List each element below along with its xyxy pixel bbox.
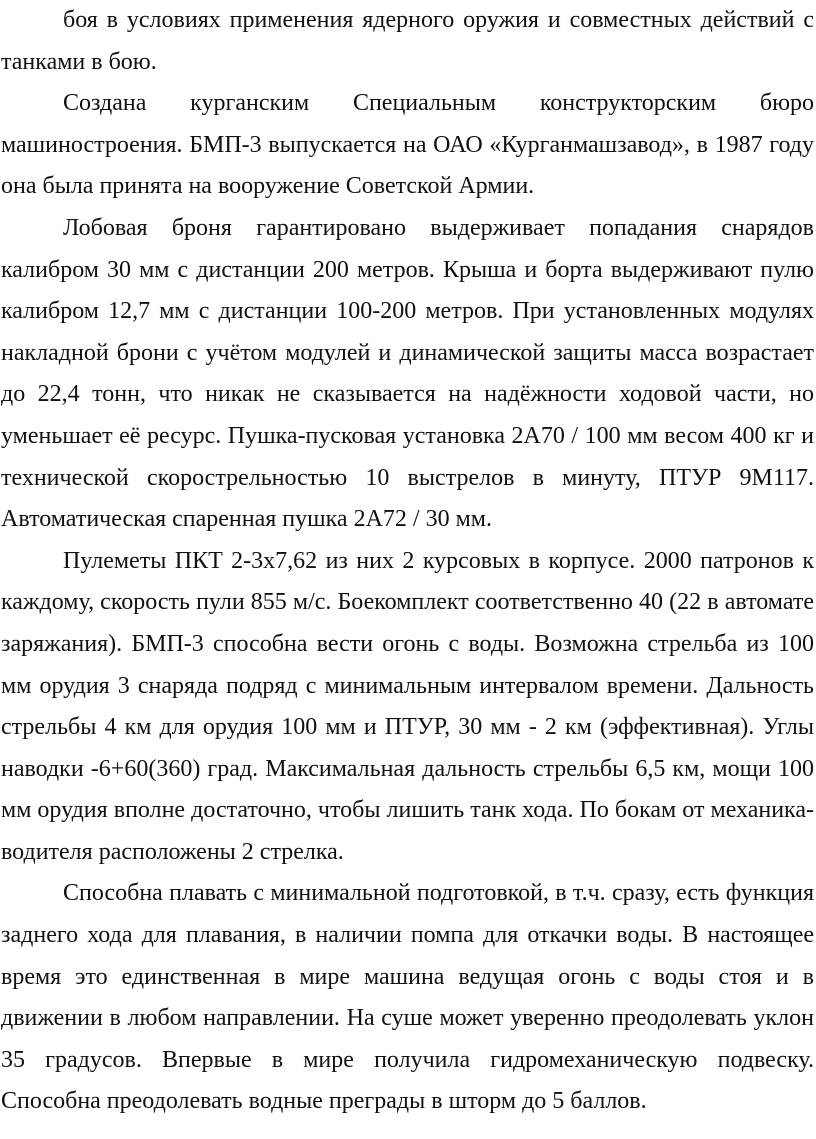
document-body xyxy=(1,0,814,1123)
paragraph-weapons: Пулеметы ПКТ 2-3х7,62 из них 2 курсовых в корпусе. 2000 патронов к каждому, скорость пули 855 м/с. Боекомплект соответственно 40 (22 в автомате заряжания). БМП-3 способна вести огонь с воды. Возможна стрельба из 100 мм орудия 3 снаряда подряд с минимальным интервалом времени. Дальность стрельбы 4 км для орудия 100 мм и ПТУР, 30 мм - 2 км (эффективная). Углы наводки -6+60(360) град. Максимальная дальность стрельбы 6,5 км, мощи 100 мм орудия вполне достаточно, чтобы лишить танк хода. По бокам от механика-водителя расположены 2 стрелка. xyxy=(1,547,814,865)
paragraph-origin: Создана курганским Специальным конструкторским бюро машиностроения. БМП-3 выпускается на ОАО «Курганмашзавод», в 1987 году она была принята на вооружение Советской Армии. xyxy=(1,90,814,200)
paragraph-continuation: боя в условиях применения ядерного оружия и совместных действий с танками в бою. xyxy=(1,7,814,75)
paragraph-amphibious: Способна плавать с минимальной подготовкой, в т.ч. сразу, есть функция заднего хода для плавания, в наличии помпа для откачки воды. В настоящее время это единственная в мире машина ведущая огонь с воды стоя и в движении в любом направлении. На суше может уверенно преодолевать уклон 35 градусов. Впервые в мире получила гидромеханическую подвеску. Способна преодолевать водные преграды в шторм до 5 баллов. xyxy=(1,880,814,1115)
paragraph-armor: Лобовая броня гарантировано выдерживает попадания снарядов калибром 30 мм с дистанции 200 метров. Крыша и борта выдерживают пулю калибром 12,7 мм с дистанции 100-200 метров. При установленных модулях накладной брони с учётом модулей и динамической защиты масса возрастает до 22,4 тонн, что никак не сказывается на надёжности ходовой части, но уменьшает её ресурс. Пушка-пусковая установка 2А70 / 100 мм весом 400 кг и технической скорострельностью 10 выстрелов в минуту, ПТУР 9М117. Автоматическая спаренная пушка 2А72 / 30 мм. xyxy=(1,214,814,533)
